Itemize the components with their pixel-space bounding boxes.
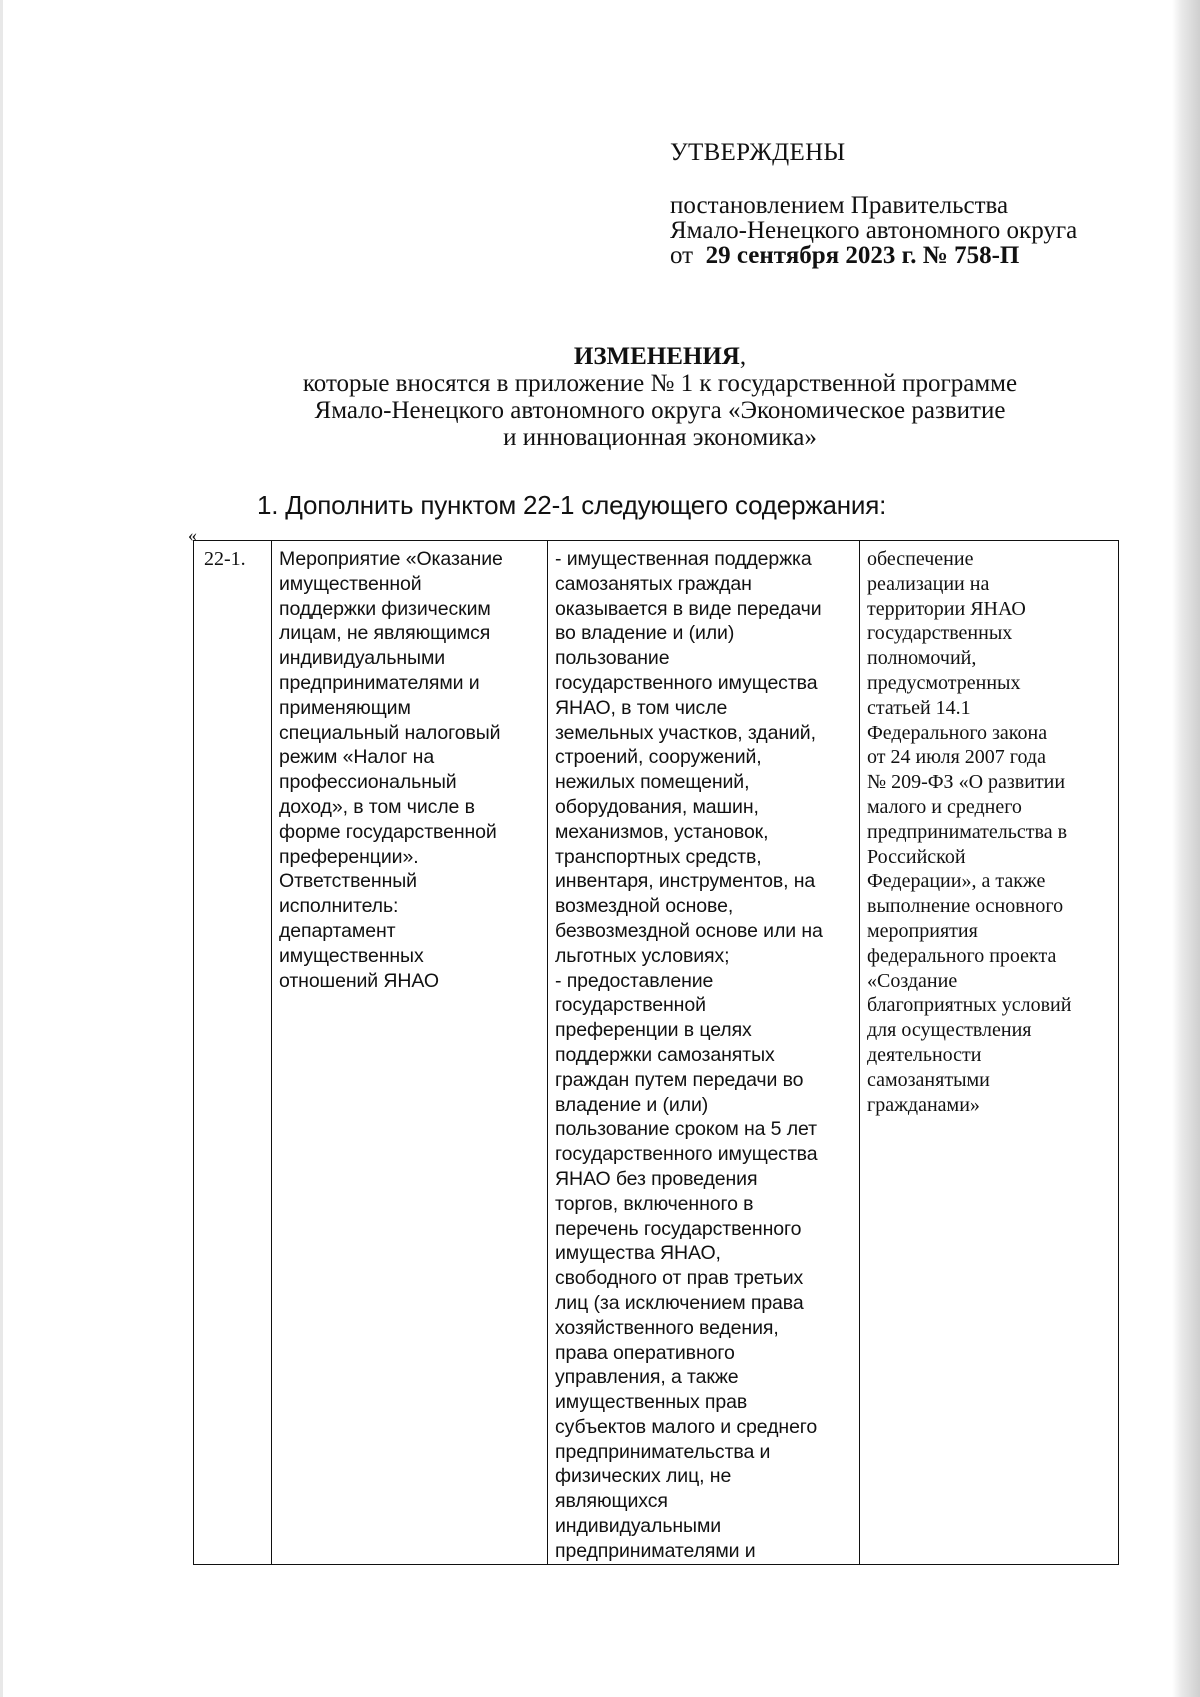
document-heading [220, 343, 1100, 451]
cell-line: департамент [279, 919, 396, 942]
heading-title: ИЗМЕНЕНИЯ [573, 343, 740, 370]
cell-line: пользование [555, 647, 670, 670]
cell-line: доход», в том числе в [279, 795, 475, 818]
cell-line: от 24 июля 2007 года [867, 746, 1046, 769]
cell-line: индивидуальными [555, 1515, 722, 1538]
cell-line: обеспечение [867, 548, 974, 570]
cell-line: имущественных прав [555, 1391, 748, 1414]
cell-line: реализации на [867, 572, 990, 595]
row-number-cell [194, 541, 272, 1565]
cell-line: преференции». [279, 845, 419, 868]
table-row [194, 541, 1119, 1565]
cell-line: ЯНАО, в том числе [555, 696, 728, 719]
cell-line: имущественных [279, 944, 424, 967]
cell-line: являющихся [555, 1490, 668, 1513]
approval-line: Ямало-Ненецкого автономного округа [670, 217, 1078, 244]
cell-line: - имущественная поддержка [555, 548, 812, 570]
scan-left-edge [0, 0, 3, 1697]
cell-line: государственного имущества [555, 1143, 818, 1166]
row-number: 22-1. [204, 548, 246, 570]
amendment-table [193, 540, 1119, 1565]
cell-line: механизмов, установок, [555, 820, 769, 843]
heading-title-row [220, 343, 1100, 370]
cell-line: самозанятых граждан [555, 572, 752, 595]
cell-line: специальный налоговый [279, 721, 501, 744]
cell-line: - предоставление [555, 969, 714, 992]
approval-block [670, 140, 1150, 268]
cell-line: малого и среднего [867, 795, 1022, 818]
cell-line: исполнитель: [279, 895, 399, 918]
scan-right-edge [1172, 0, 1200, 1697]
cell-line: права оперативного [555, 1341, 735, 1364]
cell-line: гражданами» [867, 1093, 980, 1116]
approval-date: 29 сентября 2023 г. № 758-П [705, 242, 1020, 269]
cell-line: владение и (или) [555, 1093, 709, 1116]
cell-line: статьей 14.1 [867, 696, 971, 719]
cell-line: «Создание [867, 969, 958, 992]
description-cell [548, 541, 860, 1565]
cell-line: граждан путем передачи во [555, 1068, 804, 1091]
cell-line: возмездной основе, [555, 895, 734, 918]
description-text [555, 547, 853, 1564]
cell-line: нежилых помещений, [555, 771, 750, 794]
cell-line: инвентаря, инструментов, на [555, 870, 816, 893]
cell-line: Российской [867, 845, 966, 868]
cell-line: преференции в целях [555, 1019, 752, 1042]
cell-line: управления, а также [555, 1366, 739, 1389]
cell-line: физических лиц, не [555, 1465, 732, 1488]
cell-line: свободного от прав третьих [555, 1267, 804, 1290]
cell-line: самозанятыми [867, 1068, 990, 1091]
cell-line: пользование сроком на 5 лет [555, 1118, 817, 1141]
cell-line: предусмотренных [867, 671, 1021, 694]
cell-line: поддержки самозанятых [555, 1043, 775, 1066]
cell-line: субъектов малого и среднего [555, 1415, 818, 1438]
cell-line: для осуществления [867, 1019, 1032, 1042]
cell-line: государственных [867, 622, 1013, 645]
cell-line: предпринимателями и [555, 1539, 756, 1562]
cell-line: полномочий, [867, 647, 977, 670]
cell-line: территории ЯНАО [867, 597, 1026, 620]
cell-line: Ответственный [279, 870, 417, 893]
cell-line: поддержки физическим [279, 597, 491, 620]
cell-line: деятельности [867, 1043, 982, 1066]
heading-line: Ямало-Ненецкого автономного округа «Экономическое развитие [314, 397, 1006, 424]
cell-line: Федерации», а также [867, 870, 1046, 893]
cell-line: перечень государственного [555, 1217, 802, 1240]
cell-line: ЯНАО без проведения [555, 1167, 758, 1190]
cell-line: транспортных средств, [555, 845, 762, 868]
approval-title: УТВЕРЖДЕНЫ [670, 139, 846, 166]
cell-line: предпринимателями и [279, 671, 480, 694]
cell-line: предпринимательства и [555, 1440, 771, 1463]
cell-line: Мероприятие «Оказание [279, 548, 503, 570]
cell-line: государственной [555, 994, 706, 1017]
cell-line: лицам, не являющимся [279, 622, 491, 645]
cell-line: имущественной [279, 572, 422, 595]
cell-line: индивидуальными [279, 647, 446, 670]
cell-line: выполнение основного [867, 895, 1064, 918]
cell-line: Федерального закона [867, 721, 1048, 744]
cell-line: во владение и (или) [555, 622, 735, 645]
approval-date-row [670, 243, 1150, 268]
cell-line: федерального проекта [867, 944, 1057, 967]
opening-quote: « [188, 525, 197, 545]
goal-cell [860, 541, 1119, 1565]
cell-line: оказывается в виде передачи [555, 597, 822, 620]
cell-line: имущества ЯНАО, [555, 1242, 721, 1265]
cell-line: форме государственной [279, 820, 497, 843]
heading-title-suffix: , [739, 343, 747, 370]
cell-line: строений, сооружений, [555, 746, 762, 769]
instruction-text: 1. Дополнить пунктом 22-1 следующего содержания: [257, 490, 887, 520]
cell-line: торгов, включенного в [555, 1192, 754, 1215]
cell-line: благоприятных условий [867, 994, 1072, 1017]
event-text [279, 547, 541, 993]
cell-line: земельных участков, зданий, [555, 721, 816, 744]
cell-line: № 209-ФЗ «О развитии [867, 771, 1066, 794]
cell-line: государственного имущества [555, 671, 818, 694]
cell-line: режим «Налог на [279, 746, 435, 769]
cell-line: мероприятия [867, 919, 978, 942]
approval-date-prefix: от [670, 242, 694, 269]
cell-line: хозяйственного ведения, [555, 1316, 779, 1339]
cell-line: предпринимательства в [867, 820, 1068, 843]
cell-line: лиц (за исключением права [555, 1291, 804, 1314]
event-cell [272, 541, 548, 1565]
approval-line: постановлением Правительства [670, 192, 1009, 219]
goal-text [867, 547, 1112, 1117]
cell-line: оборудования, машин, [555, 795, 759, 818]
cell-line: применяющим [279, 696, 411, 719]
cell-line: безвозмездной основе или на [555, 919, 823, 942]
cell-line: льготных условиях; [555, 944, 730, 967]
heading-line: и инновационная экономика» [503, 424, 817, 451]
cell-line: профессиональный [279, 771, 457, 794]
heading-line: которые вносятся в приложение № 1 к государственной программе [302, 370, 1018, 397]
cell-line: отношений ЯНАО [279, 969, 439, 992]
